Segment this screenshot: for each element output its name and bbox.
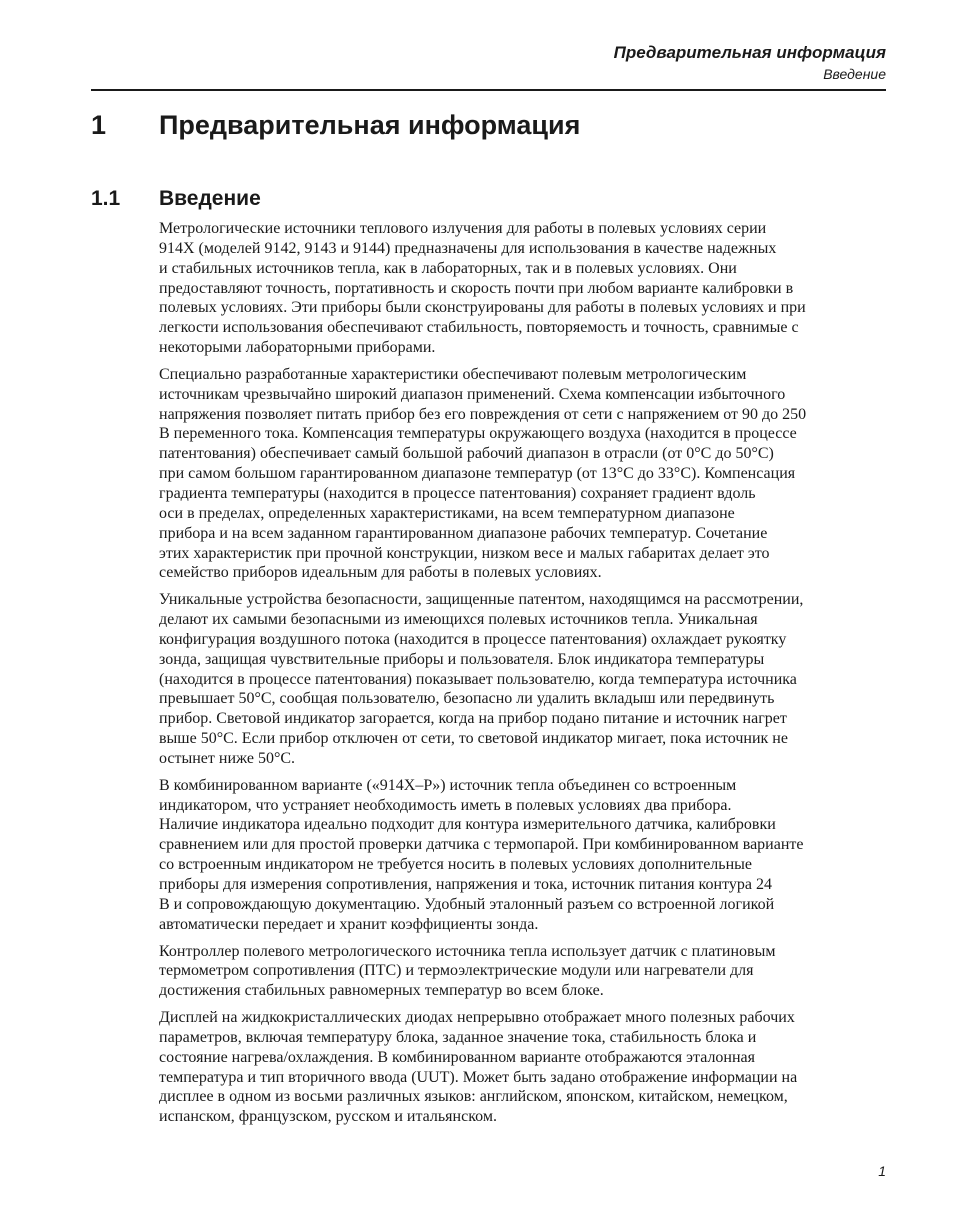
- paragraph-line: дисплее в одном из восьми различных языков: английском, японском, китайском, немецком,: [159, 1088, 788, 1106]
- paragraph-line: градиента температуры (находится в процессе патентования) сохраняет градиент вдоль: [159, 484, 756, 502]
- paragraph-line: легкости использования обеспечивают стабильность, повторяемость и точность, сравнимые с: [159, 319, 799, 337]
- paragraph: [159, 942, 889, 1002]
- section-heading: [91, 184, 261, 214]
- paragraph-line: температура и тип вторичного ввода (UUT). Может быть задано отображение информации на: [159, 1068, 798, 1086]
- paragraph: [159, 365, 889, 583]
- paragraph-line: В комбинированном варианте («914X–P») источник тепла объединен со встроенным: [159, 776, 737, 794]
- paragraph-line: делают их самыми безопасными из имеющихся полевых источников тепла. Уникальная: [159, 611, 758, 629]
- paragraph-line: этих характеристик при прочной конструкции, низком весе и малых габаритах делает это: [159, 544, 770, 562]
- paragraph-line: В переменного тока. Компенсация температуры окружающего воздуха (находится в процессе: [159, 425, 797, 443]
- paragraph-line: конфигурация воздушного потока (находится в процессе патентования) охлаждает рукоятку: [159, 630, 787, 648]
- section-number: 1.1: [91, 187, 121, 210]
- paragraph: [159, 1008, 889, 1127]
- paragraph-line: термометром сопротивления (ПТС) и термоэлектрические модули или нагреватели для: [159, 962, 754, 980]
- paragraph-line: состояние нагрева/охлаждения. В комбинированном варианте отображаются эталонная: [159, 1048, 756, 1066]
- paragraph-line: Наличие индикатора идеально подходит для контура измерительного датчика, калибровки: [159, 816, 776, 834]
- paragraph-line: приборы для измерения сопротивления, напряжения и тока, источник питания контура 24: [159, 876, 772, 893]
- paragraph-line: параметров, включая температуру блока, заданное значение тока, стабильность блока и: [159, 1028, 757, 1046]
- paragraph-line: предоставляют точность, портативность и скорость почти при любом варианте калибровки в: [159, 279, 794, 297]
- paragraph-line: при самом большом гарантированном диапазоне температур (от 13°C до 33°C). Компенсация: [159, 465, 796, 483]
- page-number: 1: [878, 1163, 886, 1179]
- paragraph-line: остынет ниже 50°C.: [159, 749, 296, 767]
- paragraph-line: зонда, защищая чувствительные приборы и пользователя. Блок индикатора температуры: [159, 650, 765, 668]
- paragraph: [159, 590, 889, 769]
- paragraph: [159, 776, 889, 935]
- chapter-title: Предварительная информация: [159, 110, 581, 140]
- paragraph-line: некоторыми лабораторными приборами.: [159, 339, 436, 357]
- paragraph-line: со встроенным индикатором не требуется носить в полевых условиях дополнительные: [159, 856, 752, 874]
- paragraph-line: Дисплей на жидкокристаллических диодах непрерывно отображает много полезных рабочих: [159, 1009, 795, 1027]
- section-title: Введение: [159, 187, 261, 210]
- paragraph-line: напряжения позволяет питать прибор без его повреждения от сети с напряжением от 90 до 250: [159, 405, 807, 423]
- paragraph-line: прибора и на всем заданном гарантированном диапазоне рабочих температур. Сочетание: [159, 524, 768, 542]
- paragraph-line: и стабильных источников тепла, как в лабораторных, так и в полевых условиях. Они: [159, 259, 737, 277]
- paragraph-line: прибор. Световой индикатор загорается, когда на прибор подано питание и источник нагрет: [159, 710, 787, 728]
- running-header: [614, 42, 886, 84]
- body-text: [159, 219, 889, 1134]
- paragraph-line: испанском, французском, русском и итальянском.: [159, 1108, 497, 1126]
- paragraph-line: оси в пределах, определенных характеристиками, на всем температурном диапазоне: [159, 504, 735, 522]
- paragraph-line: автоматически передает и хранит коэффициенты зонда.: [159, 915, 539, 933]
- paragraph-line: семейство приборов идеальным для работы в полевых условиях.: [159, 564, 602, 582]
- paragraph-line: выше 50°C. Если прибор отключен от сети, то световой индикатор мигает, пока источник не: [159, 730, 788, 748]
- chapter-heading: [91, 107, 580, 143]
- paragraph-line: Уникальные устройства безопасности, защищенные патентом, находящимся на рассмотрении,: [159, 591, 804, 609]
- paragraph-line: источникам чрезвычайно широкий диапазон применений. Схема компенсации избыточного: [159, 385, 786, 403]
- paragraph-line: Контроллер полевого метрологического источника тепла использует датчик с платиновым: [159, 942, 776, 960]
- chapter-number: 1: [91, 110, 107, 140]
- paragraph: [159, 219, 889, 358]
- paragraph-line: В и сопровождающую документацию. Удобный эталонный разъем со встроенной логикой: [159, 895, 775, 913]
- paragraph-line: 914X (моделей 9142, 9143 и 9144) предназначены для использования в качестве надежных: [159, 239, 777, 257]
- running-header-subtitle: Введение: [823, 66, 886, 82]
- paragraph-line: индикатором, что устраняет необходимость иметь в полевых условиях два прибора.: [159, 796, 732, 814]
- paragraph-line: Метрологические источники теплового излучения для работы в полевых условиях серии: [159, 220, 767, 237]
- paragraph-line: (находится в процессе патентования) показывает пользователю, когда температура источника: [159, 670, 797, 688]
- paragraph-line: достижения стабильных равномерных температур во всем блоке.: [159, 982, 604, 1000]
- running-header-title: Предварительная информация: [613, 43, 886, 62]
- paragraph-line: превышает 50°C, сообщая пользователю, безопасно ли удалить вкладыш или передвинуть: [159, 690, 775, 708]
- paragraph-line: полевых условиях. Эти приборы были сконструированы для работы в полевых условиях и при: [159, 299, 806, 317]
- paragraph-line: сравнением или для простой проверки датчика с термопарой. При комбинированном варианте: [159, 836, 804, 854]
- paragraph-line: Специально разработанные характеристики обеспечивают полевым метрологическим: [159, 365, 747, 383]
- paragraph-line: патентования) обеспечивает самый большой рабочий диапазон в отрасли (от 0°C до 50°C): [159, 445, 774, 463]
- header-rule: [91, 89, 886, 91]
